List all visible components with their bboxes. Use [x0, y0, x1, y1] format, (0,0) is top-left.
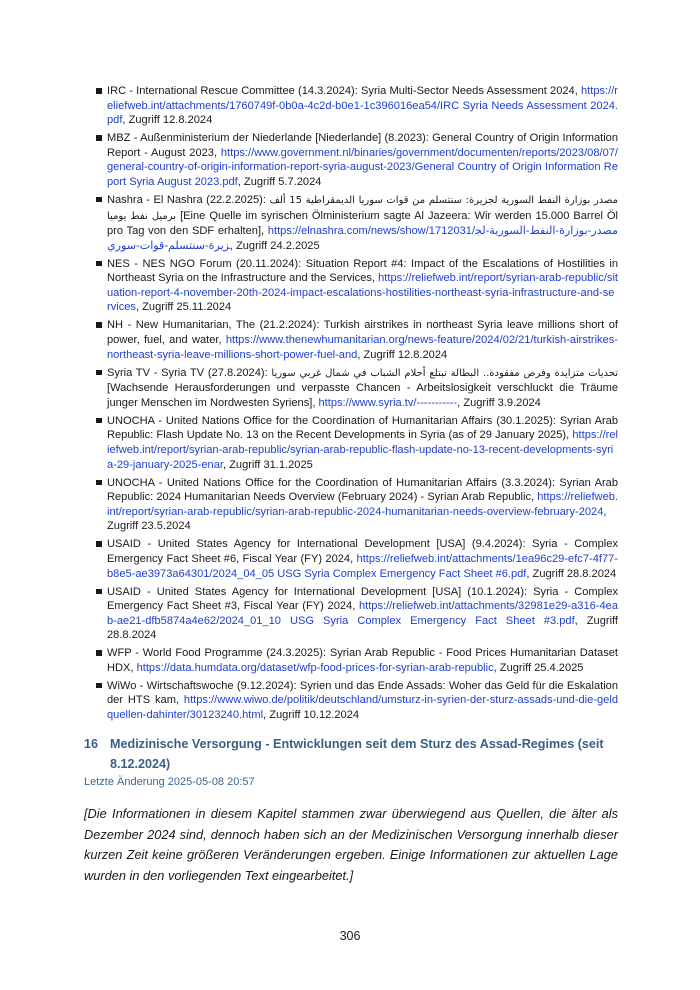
reference-item [96, 84, 618, 128]
reference-text: WFP - World Food Programme (24.3.2025): Syrian Arab Republic - Food Prices Humanitarian Dataset HDX, [107, 647, 618, 674]
reference-arabic-title: تحديات متزايدة وفرص مفقودة.. البطالة تبتلع أحلام الشباب في شمال غربي سوريا [271, 367, 618, 379]
reference-access-date: , Zugriff 24.2.2025 [229, 239, 320, 252]
section-heading [84, 735, 624, 774]
bullet-icon [96, 135, 102, 141]
reference-text: NH - New Humanitarian, The (21.2.2024): Turkish airstrikes in northeast Syria leave millions short of power, fuel, and water, [107, 319, 618, 347]
reference-link[interactable]: https://www.wiwo.de/politik/deutschland/umsturz-in-syrien-der-sturz-assads-und-die-geldquellen-dahinter/30123240.html [107, 694, 618, 722]
bullet-icon [96, 88, 102, 94]
reference-access-date: , Zugriff 25.11.2024 [135, 301, 232, 314]
reference-link[interactable]: https://www.syria.tv/----------- [318, 396, 458, 409]
reference-text: UNOCHA - United Nations Office for the Coordination of Humanitarian Affairs (3.3.2024): Syrian Arab Republic: 2024 Humanitarian Needs Overview (February 2024) - Syrian Arab Republic, [107, 476, 618, 504]
bullet-icon [96, 480, 102, 486]
last-changed-note: Letzte Änderung 2025-05-08 20:57 [84, 776, 255, 788]
bullet-icon [96, 370, 102, 376]
reference-source: Syria TV - Syria TV (27.8.2024): [107, 366, 272, 379]
reference-link[interactable]: https://reliefweb.int/attachments/32981e29-a316-4eab-ae21-dfb5874a4e62/2024_01_10 USG Syria Complex Emergency Fact Sheet #3.pdf [107, 600, 618, 627]
reference-text: [Wachsende Herausforderungen und verpasste Chancen - Arbeitslosigkeit verschluckt die Träume junger Menschen im Nordwesten Syriens], [107, 382, 618, 409]
reference-item [96, 537, 618, 581]
reference-text: IRC - International Rescue Committee (14.3.2024): Syria Multi-Sector Needs Assessment 2024, [107, 85, 581, 97]
reference-access-date: , Zugriff 28.8.2024 [107, 614, 619, 642]
reference-text: USAID - United States Agency for International Development [USA] (9.4.2024): Syria - Complex Emergency Fact Sheet #6, Fiscal Year (FY) 2024, [107, 538, 618, 565]
reference-access-date: , Zugriff 3.9.2024 [457, 396, 541, 409]
bullet-icon [96, 418, 102, 424]
reference-item [96, 414, 618, 472]
reference-item [96, 476, 618, 534]
reference-access-date: , Zugriff 25.4.2025 [493, 661, 584, 674]
reference-link[interactable]: https://reliefweb.int/attachments/1760749f-0b0a-4c2d-b0e1-1c396016ea54/IRC Syria Needs Assessment 2024.pdf [107, 85, 618, 127]
reference-link[interactable]: https://www.thenewhumanitarian.org/news-feature/2024/02/21/turkish-airstrikes-northeast-syria-leave-millions-short-power-fuel-and [107, 334, 618, 361]
reference-text: WiWo - Wirtschaftswoche (9.12.2024): Syrien und das Ende Assads: Woher das Geld für die Eskalation der HTS kam, [107, 679, 618, 707]
section-number: 16 [84, 737, 99, 751]
reference-access-date: , Zugriff 10.12.2024 [263, 709, 360, 722]
reference-link[interactable]: https://reliefweb.int/attachments/1ea96c29-efc7-4f77-b8e5-ae3973a64301/2024_04_05 USG Syria Complex Emergency Fact Sheet #6.pdf [107, 552, 618, 580]
bullet-icon [96, 683, 102, 689]
reference-link[interactable]: https://reliefweb.int/report/syrian-arab-republic/syrian-arab-republic-2024-humanitarian-needs-overview-february-2024 [107, 491, 618, 518]
reference-access-date: , Zugriff 31.1.2025 [222, 458, 313, 471]
reference-item [96, 257, 618, 315]
bullet-icon [96, 322, 102, 328]
reference-access-date: , Zugriff 12.8.2024 [122, 114, 213, 127]
section-title: Medizinische Versorgung - Entwicklungen seit dem Sturz des Assad-Regimes (seit 8.12.2024) [110, 737, 604, 771]
reference-text: NES - NES NGO Forum (20.11.2024): Situation Report #4: Impact of the Escalations of Hostilities in Northeast Syria on the Infrastructure and the Services, [107, 257, 618, 285]
reference-access-date: , Zugriff 12.8.2024 [357, 348, 448, 361]
reference-text: MBZ - Außenministerium der Niederlande [Niederlande] (8.2023): General Country of Origin Information Report - August 2023, [107, 132, 618, 159]
bullet-icon [96, 541, 102, 547]
reference-link[interactable]: https://elnashra.com/news/show/1712031/مصدر-بوزارة-النفط-السورية-لجزيرة-سنتسلم-قوات-سوري [107, 225, 618, 252]
reference-item [96, 131, 618, 189]
reference-list [96, 84, 618, 726]
reference-item [96, 646, 618, 675]
reference-link[interactable]: https://reliefweb.int/report/syrian-arab-republic/situation-report-4-november-20th-2024-impact-escalations-hostilities-northeast-syria-infrastructure-and-services [107, 272, 618, 314]
reference-access-date: , Zugriff 5.7.2024 [237, 175, 322, 188]
reference-item [96, 585, 618, 643]
reference-text: USAID - United States Agency for International Development [USA] (10.1.2024): Syria - Complex Emergency Fact Sheet #3, Fiscal Year (FY) 2024, [107, 585, 618, 613]
reference-link[interactable]: https://data.humdata.org/dataset/wfp-food-prices-for-syrian-arab-republic [136, 661, 494, 674]
bullet-icon [96, 589, 102, 595]
bullet-icon [96, 197, 102, 203]
reference-item [96, 193, 618, 253]
reference-access-date: , Zugriff 23.5.2024 [107, 505, 607, 533]
reference-source: Nashra - El Nashra (22.2.2025): [107, 193, 270, 206]
bullet-icon [96, 261, 102, 267]
page-number: 306 [339, 929, 361, 943]
reference-arabic-title: مصدر بوزارة النفط السورية لجزيرة: سنتسلم من قوات سوريا الديمقراطية 15 ألف برميل نفط يوميا [107, 194, 619, 222]
reference-link[interactable]: https://reliefweb.int/report/syrian-arab-republic/syrian-arab-republic-flash-update-no-13-recent-developments-syria-29-january-2025-enar [107, 429, 618, 471]
section-intro: [Die Informationen in diesem Kapitel stammen zwar überwiegend aus Quellen, die älter als Dezember 2024 sind, dennoch haben sich an der Medizinischen Versorgung innerhalb dieser kurzen Zeit keine größeren Veränderungen ergeben. Einige Informationen zur aktuellen Lage wurden in den vorliegenden Text eingearbeitet.] [84, 806, 618, 883]
reference-access-date: , Zugriff 28.8.2024 [526, 567, 617, 580]
reference-link[interactable]: https://www.government.nl/binaries/government/documenten/reports/2023/08/07/general-country-of-origin-information-report-syria-august-2023/General Country of Origin Information Report Syria August 2023.pdf [107, 146, 618, 188]
reference-item [96, 679, 618, 723]
reference-text: [Eine Quelle im syrischen Ölministerium sagte Al Jazeera: Wir werden 15.000 Barrel Öl pro Tag von den SDF erhalten], [107, 209, 619, 238]
reference-text: UNOCHA - United Nations Office for the Coordination of Humanitarian Affairs (30.1.2025): Syrian Arab Republic: Flash Update No. 13 on the Recent Developments in Syria (as of 29 January 2025), [107, 414, 618, 442]
bullet-icon [96, 650, 102, 656]
reference-item [96, 366, 618, 411]
reference-item [96, 318, 618, 362]
